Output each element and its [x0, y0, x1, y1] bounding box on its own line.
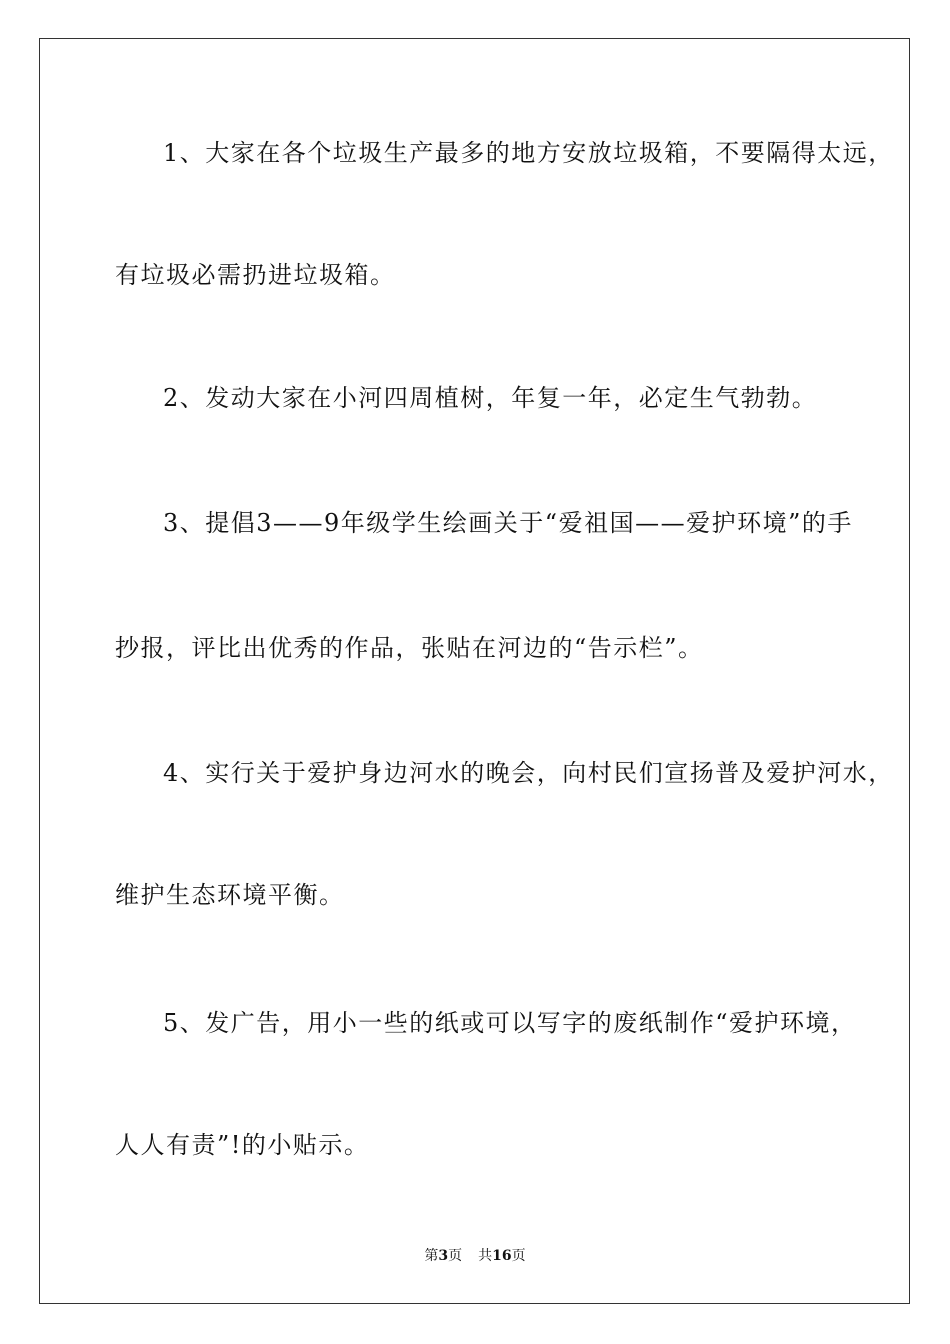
paragraph-1-line-1: 1、大家在各个垃圾生产最多的地方安放垃圾箱，不要隔得太远，: [163, 139, 894, 167]
total-prefix: 共: [478, 1248, 493, 1264]
current-page-number: 3: [438, 1248, 449, 1264]
total-suffix: 页: [511, 1248, 526, 1264]
paragraph-1-line-2: 有垃圾必需扔进垃圾箱。: [115, 261, 396, 289]
page-suffix: 页: [448, 1248, 463, 1264]
paragraph-4-line-1: 4、实行关于爱护身边河水的晚会，向村民们宣扬普及爱护河水，: [163, 759, 894, 787]
paragraph-2-line-1: 2、发动大家在小河四周植树，年复一年，必定生气勃勃。: [163, 384, 818, 412]
paragraph-3-line-2: 抄报，评比出优秀的作品，张贴在河边的“告示栏”。: [115, 634, 704, 662]
page-prefix: 第: [424, 1248, 439, 1264]
paragraph-5-line-2: 人人有责”!的小贴示。: [115, 1131, 370, 1159]
paragraph-5-line-1: 5、发广告，用小一些的纸或可以写字的废纸制作“爱护环境，: [163, 1009, 857, 1037]
paragraph-4-line-2: 维护生态环境平衡。: [115, 881, 345, 909]
page-frame: [39, 38, 910, 1304]
total-page-count: 16: [492, 1248, 512, 1264]
paragraph-3-line-1: 3、提倡3——9年级学生绘画关于“爱祖国——爱护环境”的手: [163, 509, 853, 537]
page-footer: [0, 1246, 950, 1266]
